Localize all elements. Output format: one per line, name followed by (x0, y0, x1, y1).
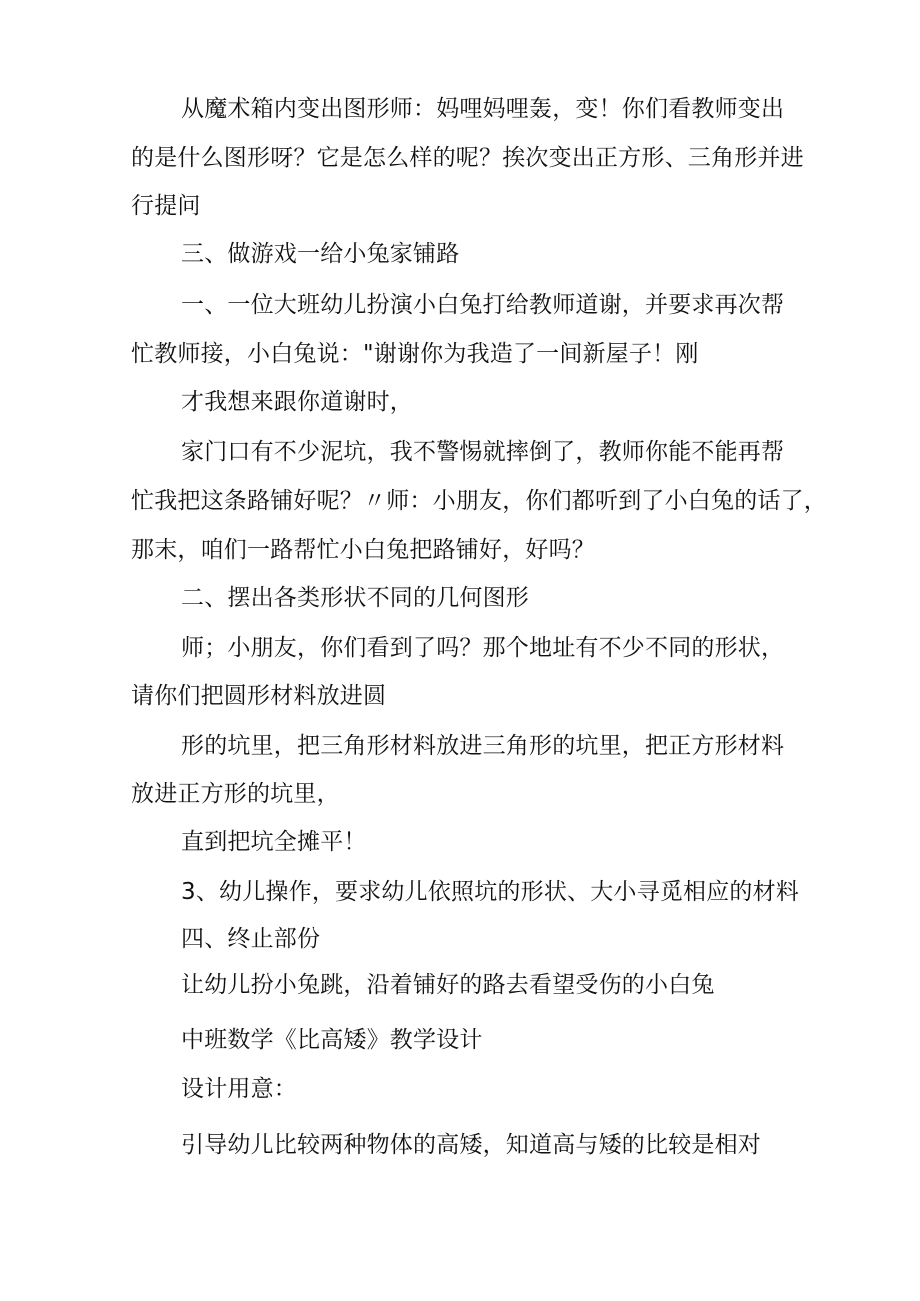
paragraph-line: 直到把坑全摊平！ (181, 829, 367, 855)
paragraph-line: 师；小朋友，你们看到了吗？那个地址有不少不同的形状， (181, 635, 785, 661)
paragraph-line: 才我想来跟你道谢时， (181, 389, 413, 415)
paragraph-line: 行提问 (131, 193, 201, 219)
paragraph-line: 家门口有不少泥坑，我不警惕就摔倒了，教师你能不能再帮 (181, 439, 785, 465)
paragraph-line: 一、一位大班幼儿扮演小白兔打给教师道谢，并要求再次帮 (181, 292, 785, 318)
section-heading: 二、摆出各类形状不同的几何图形 (181, 585, 529, 611)
paragraph-line: 请你们把圆形材料放进圆 (131, 683, 387, 709)
paragraph-line: 形的坑里，把三角形材料放进三角形的坑里，把正方形材料 (181, 733, 785, 759)
paragraph-line: 3、幼儿操作，要求幼儿依照坑的形状、大小寻觅相应的材料 (181, 879, 800, 905)
section-heading: 三、做游戏一给小兔家铺路 (181, 241, 460, 267)
paragraph-line: 从魔术箱内变出图形师：妈哩妈哩轰，变！你们看教师变出 (181, 96, 785, 122)
paragraph-line: 忙我把这条路铺好呢？〃师：小朋友，你们都听到了小白兔的话了， (131, 488, 827, 514)
paragraph-line: 让幼儿扮小兔跳，沿着铺好的路去看望受伤的小白兔 (181, 972, 715, 998)
paragraph-line: 忙教师接，小白兔说："谢谢你为我造了一间新屋子！刚 (131, 341, 699, 367)
paragraph-line: 引导幼儿比较两种物体的高矮，知道高与矮的比较是相对 (181, 1132, 761, 1158)
section-heading: 四、终止部份 (181, 926, 321, 952)
document-title: 中班数学《比高矮》教学设计 (181, 1027, 483, 1053)
paragraph-line: 放进正方形的坑里， (131, 781, 340, 807)
subheading: 设计用意： (181, 1076, 297, 1102)
paragraph-line: 的是什么图形呀？它是怎么样的呢？挨次变出正方形、三角形并进 (131, 145, 804, 171)
paragraph-line: 那末，咱们一路帮忙小白兔把路铺好，好吗？ (131, 537, 595, 563)
